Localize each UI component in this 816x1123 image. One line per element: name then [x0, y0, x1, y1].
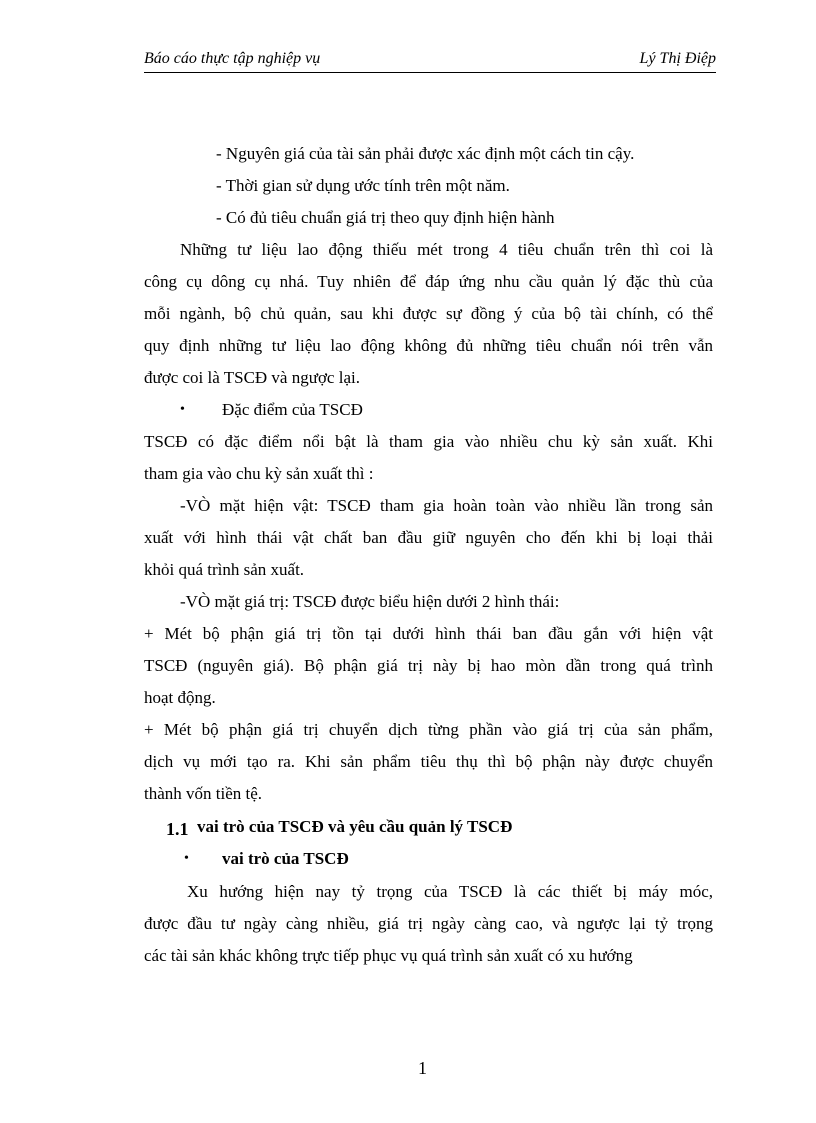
text-line: -VÒ mặt hiện vật: TSCĐ tham gia hoàn toàn vào nhiều lần trong sản: [180, 496, 713, 515]
text-line: TSCĐ (nguyên giá). Bộ phận giá trị này bị hao mòn dần trong quá trình: [144, 656, 713, 675]
bullet-icon: •: [180, 402, 185, 417]
subheading: Đặc điểm của TSCĐ: [222, 400, 363, 419]
text-line: được đầu tư ngày càng nhiều, giá trị ngày càng cao, và ngược lại tỷ trọng: [144, 914, 713, 933]
text-line: tham gia vào chu kỳ sản xuất thì :: [144, 464, 374, 483]
text-line: công cụ dông cụ nhá. Tuy nhiên để đáp ứng nhu cầu quản lý đặc thù của: [144, 272, 713, 291]
text-line: mỗi ngành, bộ chủ quản, sau khi được sự đồng ý của bộ tài chính, có thể: [144, 304, 713, 323]
text-line: được coi là TSCĐ và ngược lại.: [144, 368, 360, 387]
text-line: - Có đủ tiêu chuẩn giá trị theo quy định hiện hành: [216, 208, 555, 227]
text-line: thành vốn tiền tệ.: [144, 784, 263, 803]
text-line: -VÒ mặt giá trị: TSCĐ được biểu hiện dưới 2 hình thái:: [180, 592, 560, 611]
text-line: Xu hướng hiện nay tỷ trọng của TSCĐ là các thiết bị máy móc,: [187, 882, 713, 901]
text-line: xuất với hình thái vật chất ban đầu giữ nguyên cho đến khi bị loại thải: [144, 528, 713, 547]
header-author: Lý Thị Điệp: [639, 50, 716, 67]
text-line: Những tư liệu lao động thiếu mét trong 4 tiêu chuẩn trên thì coi là: [180, 240, 713, 259]
text-line: dịch vụ mới tạo ra. Khi sản phẩm tiêu thụ thì bộ phận này được chuyển: [144, 752, 713, 771]
section-number: 1.1: [166, 819, 189, 839]
section-heading: vai trò của TSCĐ và yêu cầu quản lý TSCĐ: [197, 817, 513, 836]
text-line: + Mét bộ phận giá trị chuyển dịch từng phần vào giá trị của sản phẩm,: [144, 720, 713, 739]
text-line: TSCĐ có đặc điểm nổi bật là tham gia vào nhiều chu kỳ sản xuất. Khi: [144, 432, 713, 451]
page-number: 1: [418, 1058, 427, 1078]
text-line: hoạt động.: [144, 688, 216, 707]
bullet-icon: •: [184, 851, 189, 866]
text-line: khỏi quá trình sản xuất.: [144, 560, 305, 579]
text-line: + Mét bộ phận giá trị tồn tại dưới hình thái ban đầu gắn với hiện vật: [144, 624, 713, 643]
subheading: vai trò của TSCĐ: [222, 849, 349, 868]
header-title: Báo cáo thực tập nghiệp vụ: [144, 50, 321, 67]
text-line: - Nguyên giá của tài sản phải được xác định một cách tin cậy.: [216, 144, 635, 163]
text-line: - Thời gian sử dụng ước tính trên một năm.: [216, 176, 510, 195]
text-line: quy định những tư liệu lao động không đủ những tiêu chuẩn nói trên vẫn: [144, 336, 713, 355]
text-line: các tài sản khác không trực tiếp phục vụ quá trình sản xuất có xu hướng: [144, 946, 633, 965]
page-header: [144, 50, 716, 73]
